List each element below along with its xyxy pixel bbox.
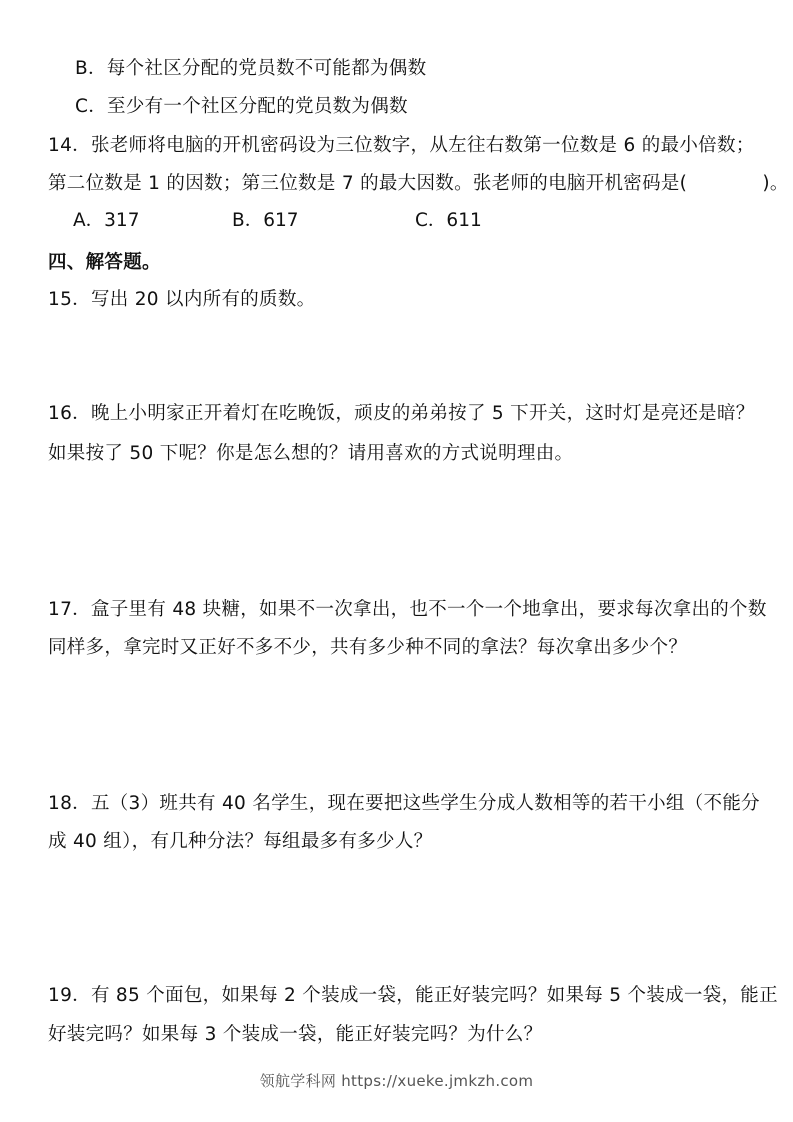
q16-line-2: 如果按了 50 下呢？你是怎么想的？请用喜欢的方式说明理由。: [48, 443, 574, 464]
q15-line-1: 15．写出 20 以内所有的质数。: [48, 289, 316, 310]
q13-option-b: B．每个社区分配的党员数不可能都为偶数: [75, 58, 427, 79]
q17-line-1: 17．盒子里有 48 块糖，如果不一次拿出，也不一个一个地拿出，要求每次拿出的个数: [48, 599, 767, 620]
q13-option-c: C．至少有一个社区分配的党员数为偶数: [75, 96, 408, 117]
q19-line-1: 19．有 85 个面包，如果每 2 个装成一袋，能正好装完吗？如果每 5 个装成一袋，能正: [48, 985, 778, 1006]
q14-option-a: A．317: [73, 210, 140, 231]
q17-line-2: 同样多，拿完时又正好不多不少，共有多少种不同的拿法？每次拿出多少个？: [48, 637, 688, 658]
q14-option-c: C．611: [415, 210, 482, 231]
q14-option-b: B．617: [232, 210, 299, 231]
q19-line-2: 好装完吗？如果每 3 个装成一袋，能正好装完吗？为什么？: [48, 1024, 543, 1045]
q14-choices: [0, 208, 793, 236]
q14-line-1: 14．张老师将电脑的开机密码设为三位数字，从左往右数第一位数是 6 的最小倍数；: [48, 135, 755, 156]
footer-watermark: 领航学科网 https://xueke.jmkzh.com: [259, 1072, 534, 1090]
q16-line-1: 16．晚上小明家正开着灯在吃晚饭，顽皮的弟弟按了 5 下开关，这时灯是亮还是暗？: [48, 403, 755, 424]
q18-line-1: 18．五（3）班共有 40 名学生，现在要把这些学生分成人数相等的若干小组（不能分: [48, 793, 760, 814]
q14-line-2: 第二位数是 1 的因数；第三位数是 7 的最大因数。张老师的电脑开机密码是( )。: [48, 173, 789, 194]
q18-line-2: 成 40 组），有几种分法？每组最多有多少人？: [48, 831, 433, 852]
section-title: 四、解答题。: [48, 252, 161, 273]
